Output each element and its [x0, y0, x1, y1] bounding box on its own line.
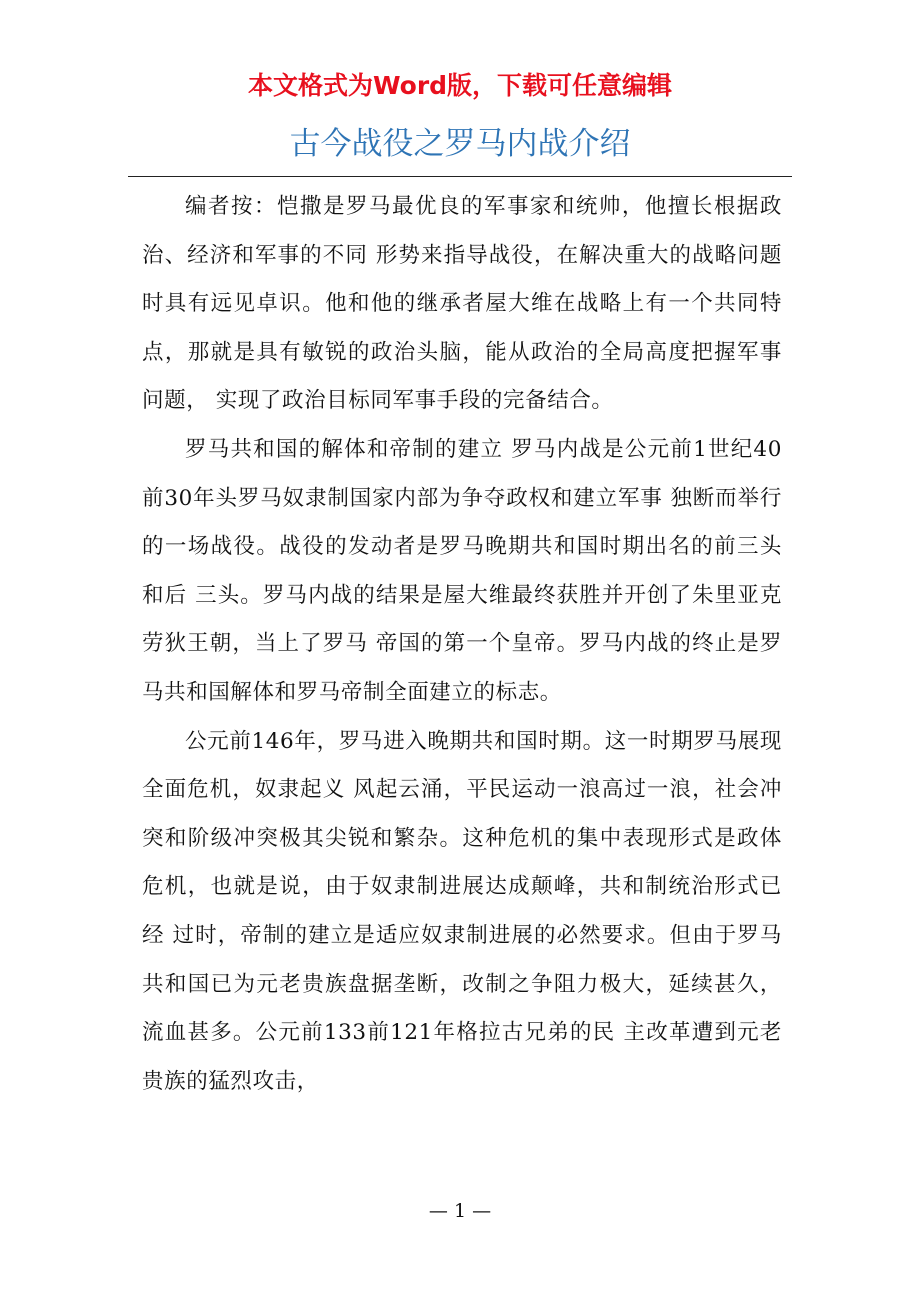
document-body — [142, 183, 782, 1106]
paragraph-editor-note: 编者按：恺撒是罗马最优良的军事家和统帅，他擅长根据政治、经济和军事的不同 形势来指导战役，在解决重大的战略问题时具有远见卓识。他和他的继承者屋大维在战略上有一个共同特点，那就是具有敏锐的政治头脑，能从政治的全局高度把握军事问题， 实现了政治目标同军事手段的完备结合。 — [142, 194, 782, 414]
document-title: 古今战役之罗马内战介绍 — [289, 126, 631, 162]
page-number: — 1 — — [428, 1200, 492, 1222]
paragraph-late-republic: 公元前146年，罗马进入晚期共和国时期。这一时期罗马展现全面危机，奴隶起义 风起云涌，平民运动一浪高过一浪，社会冲突和阶级冲突极其尖锐和繁杂。这种危机的集中表现形式是政体危机，也就是说，由于奴隶制进展达成颠峰，共和制统治形式已经 过时，帝制的建立是适应奴隶制进展的必然要求。但由于罗马共和国已为元老贵族盘据垄断，改制之争阻力极大，延续甚久，流血甚多。公元前133前121年格拉古兄弟的民 主改革遭到元老贵族的猛烈攻击， — [142, 728, 782, 1094]
format-banner: 本文格式为Word版，下载可任意编辑 — [247, 71, 673, 100]
paragraph-republic-dissolution: 罗马共和国的解体和帝制的建立 罗马内战是公元前1世纪40前30年头罗马奴隶制国家内部为争夺政权和建立军事 独断而举行的一场战役。战役的发动者是罗马晚期共和国时期出名的前三头和后 三头。罗马内战的结果是屋大维最终获胜并开创了朱里亚克劳狄王朝，当上了罗马 帝国的第一个皇帝。罗马内战的终止是罗马共和国解体和罗马帝制全面建立的标志。 — [142, 436, 782, 705]
title-divider — [128, 176, 792, 177]
